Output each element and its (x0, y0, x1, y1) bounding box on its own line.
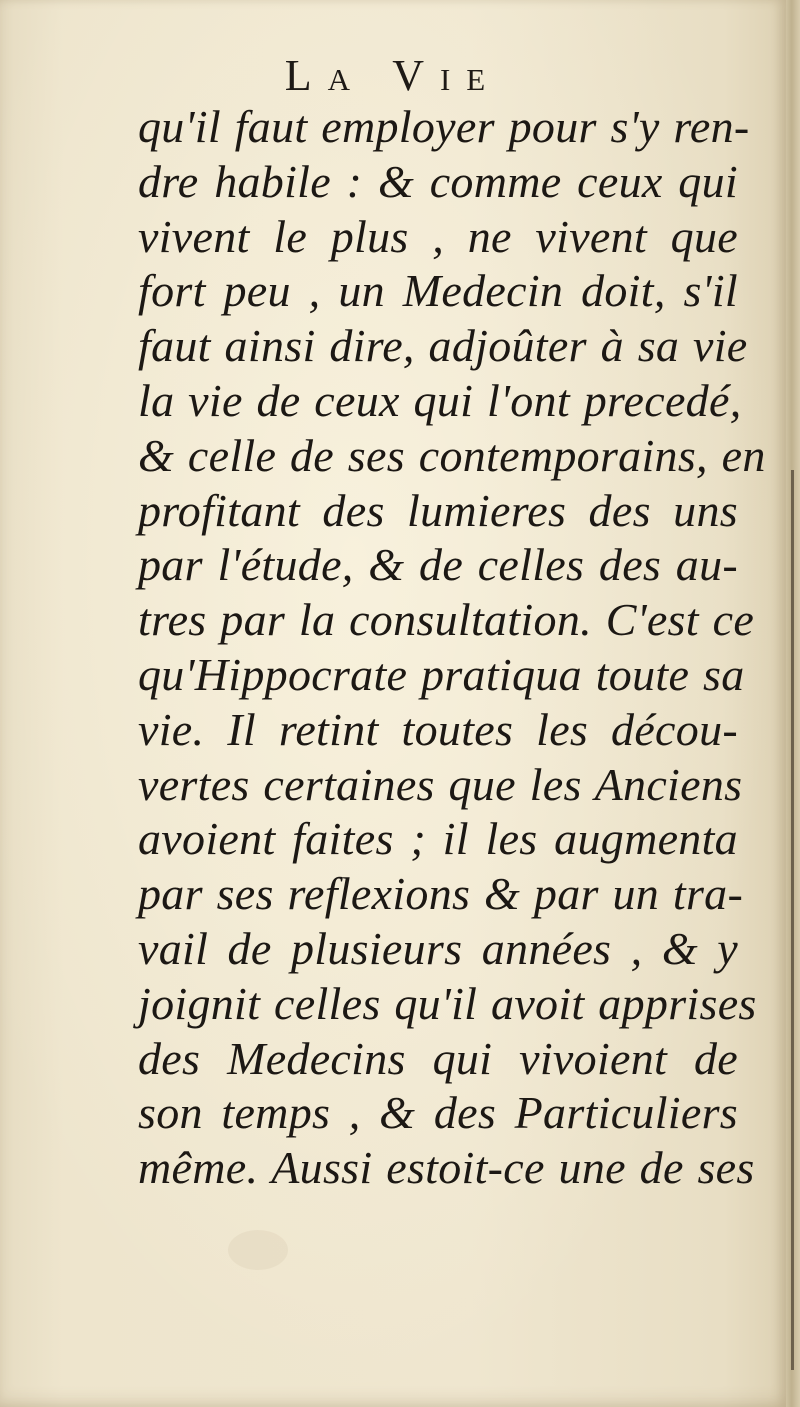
binding-shadow (791, 470, 794, 1370)
text-line-20: même. Aussi estoit-ce une de ses (138, 1142, 755, 1194)
page-edge (786, 0, 800, 1407)
text-line-11: qu'Hippocrate pratiqua toute sa (138, 648, 745, 700)
text-line-1: qu'il faut employer pour s'y ren- (138, 101, 750, 152)
body-text (138, 100, 766, 1196)
text-line-12: vie. Il retint toutes les décou- (138, 703, 738, 755)
running-head: La Vie (284, 51, 502, 100)
text-line-19: son temps , & des Particuliers (138, 1087, 738, 1139)
text-line-15: par ses reflexions & par un tra- (138, 868, 744, 920)
text-line-6: la vie de ceux qui l'ont precedé, (138, 374, 742, 426)
text-line-13: vertes certaines que les Anciens (138, 758, 743, 810)
text-line-14: avoient faites ; il les augmenta (138, 813, 738, 865)
text-line-2: dre habile : & comme ceux qui (138, 155, 738, 207)
text-line-10: tres par la consultation. C'est ce (138, 594, 755, 646)
text-line-17: joignit celles qu'il avoit apprises (138, 977, 757, 1029)
text-line-9: par l'étude, & de celles des au- (138, 539, 738, 591)
text-line-8: profitant des lumieres des uns (138, 484, 738, 536)
text-line-4: fort peu , un Medecin doit, s'il (138, 265, 738, 317)
text-line-7: & celle de ses contemporains, en (138, 429, 766, 481)
paper-smudge (228, 1230, 288, 1270)
text-line-3: vivent le plus , ne vivent que (138, 210, 738, 262)
text-line-5: faut ainsi dire, adjoûter à sa vie (138, 320, 748, 372)
text-line-18: des Medecins qui vivoient de (138, 1032, 738, 1084)
text-line-16: vail de plusieurs années , & y (138, 922, 738, 974)
